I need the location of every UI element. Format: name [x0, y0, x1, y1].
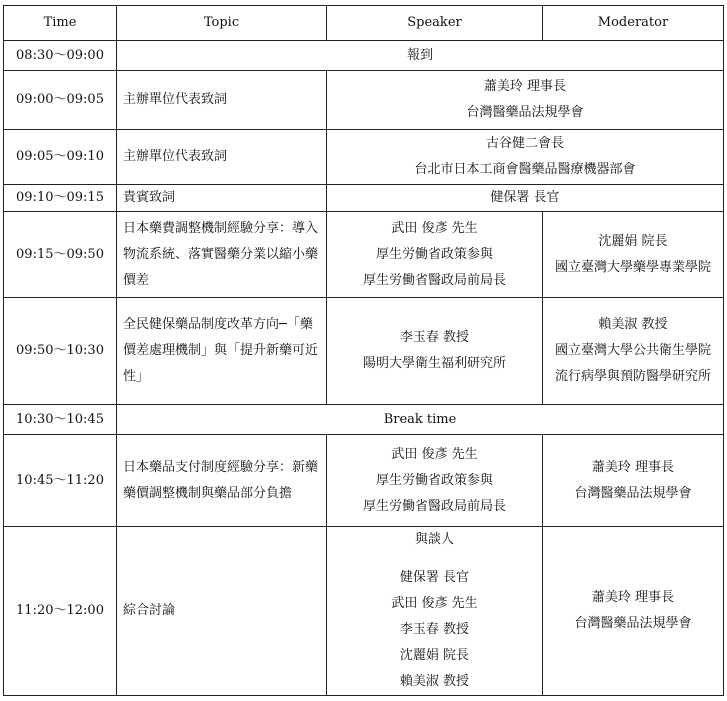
- header-row: [4, 6, 724, 41]
- time-cell: 09:50～10:30: [4, 298, 117, 405]
- speaker-line: 李玉春 教授: [399, 330, 470, 345]
- table-row: [4, 298, 724, 405]
- time-cell: 10:30～10:45: [4, 405, 117, 435]
- time-cell: 09:10～09:15: [4, 185, 117, 212]
- moderator-line: 賴美淑 教授: [598, 317, 668, 332]
- topic-text: 日本藥費調整機制經驗分享：導入物流系統、落實醫藥分業以縮小藥價差: [123, 220, 319, 288]
- speaker-line: 賴美淑 教授: [399, 674, 470, 689]
- moderator-line: 台灣醫藥品法規學會: [574, 485, 692, 501]
- topic-cell: 貴賓致詞: [117, 185, 327, 212]
- speaker-line: 武田 俊彥 先生: [391, 596, 478, 611]
- topic-cell: [117, 212, 327, 298]
- speaker-cell: [327, 185, 724, 212]
- moderator-line: 國立臺灣大學公共衛生學院流行病學與預防醫學研究所: [554, 343, 711, 384]
- speaker-line: 健保署 長官: [399, 570, 470, 585]
- header-speaker: Speaker: [327, 6, 543, 41]
- topic-cell: 主辦單位代表致詞: [117, 130, 327, 185]
- speaker-line: 健保署 長官: [490, 190, 560, 205]
- header-moderator: Moderator: [543, 6, 724, 41]
- table-row: [4, 185, 724, 212]
- time-cell: 09:15～09:50: [4, 212, 117, 298]
- speaker-line: 武田 俊彥 先生: [391, 446, 478, 462]
- moderator-cell: [543, 212, 724, 298]
- speaker-cell: [327, 130, 724, 185]
- header-topic: Topic: [117, 6, 327, 41]
- header-time: Time: [4, 6, 117, 41]
- agenda-sheet: [3, 5, 724, 696]
- speaker-line: 厚生労働省政策参與: [375, 472, 493, 488]
- speaker-line: 武田 俊彥 先生: [391, 220, 478, 236]
- speaker-line: 厚生労働省醫政局前局長: [362, 498, 506, 514]
- registration-cell: 報到: [117, 41, 724, 71]
- moderator-cell: [543, 435, 724, 527]
- topic-text: 全民健保藥品制度改革方向─「藥價差處理機制」與「提升新藥可近性」: [123, 317, 319, 384]
- moderator-line: 蕭美玲 理事長: [591, 459, 675, 475]
- table-row: [4, 435, 724, 527]
- table-row: [4, 405, 724, 435]
- moderator-cell: [543, 527, 724, 696]
- table-row: [4, 41, 724, 71]
- speaker-cell: [327, 71, 724, 130]
- time-cell: 08:30～09:00: [4, 41, 117, 71]
- speaker-line: 古谷健二會長: [485, 136, 564, 151]
- moderator-line: 台灣醫藥品法規學會: [574, 616, 692, 631]
- speaker-line: 蕭美玲 理事長: [483, 79, 567, 94]
- time-cell: 09:00～09:05: [4, 71, 117, 130]
- moderator-line: 蕭美玲 理事長: [591, 590, 675, 605]
- agenda-table: [3, 5, 724, 696]
- table-row: [4, 527, 724, 696]
- speaker-line: 李玉春 教授: [399, 622, 470, 637]
- table-row: [4, 212, 724, 298]
- time-cell: 11:20～12:00: [4, 527, 117, 696]
- topic-cell: [117, 298, 327, 405]
- speaker-line: 厚生労働省政策参與: [375, 246, 493, 262]
- speaker-cell: [327, 298, 543, 405]
- speaker-line: 台灣醫藥品法規學會: [466, 105, 584, 120]
- topic-cell: 綜合討論: [117, 527, 327, 696]
- speaker-line: 台北市日本工商會醫藥品醫療機器部會: [414, 162, 636, 177]
- moderator-cell: [543, 298, 724, 405]
- time-cell: 10:45～11:20: [4, 435, 117, 527]
- speaker-line: 沈麗娟 院長: [399, 648, 470, 663]
- speaker-line: 與談人: [414, 532, 454, 547]
- speaker-cell: [327, 212, 543, 298]
- topic-cell: [117, 435, 327, 527]
- speaker-line: 陽明大學衛生福利研究所: [362, 356, 506, 371]
- topic-cell: 主辦單位代表致詞: [117, 71, 327, 130]
- speaker-cell: [327, 435, 543, 527]
- speaker-cell: [327, 527, 543, 696]
- topic-text: 日本藥品支付制度經驗分享：新藥藥價調整機制與藥品部分負擔: [123, 459, 319, 501]
- table-row: [4, 71, 724, 130]
- speaker-line: 厚生労働省醫政局前局長: [362, 272, 506, 288]
- moderator-line: 沈麗娟 院長: [598, 233, 668, 249]
- time-cell: 09:05～09:10: [4, 130, 117, 185]
- break-cell: Break time: [117, 405, 724, 435]
- moderator-line: 國立臺灣大學藥學專業學院: [554, 259, 711, 275]
- table-row: [4, 130, 724, 185]
